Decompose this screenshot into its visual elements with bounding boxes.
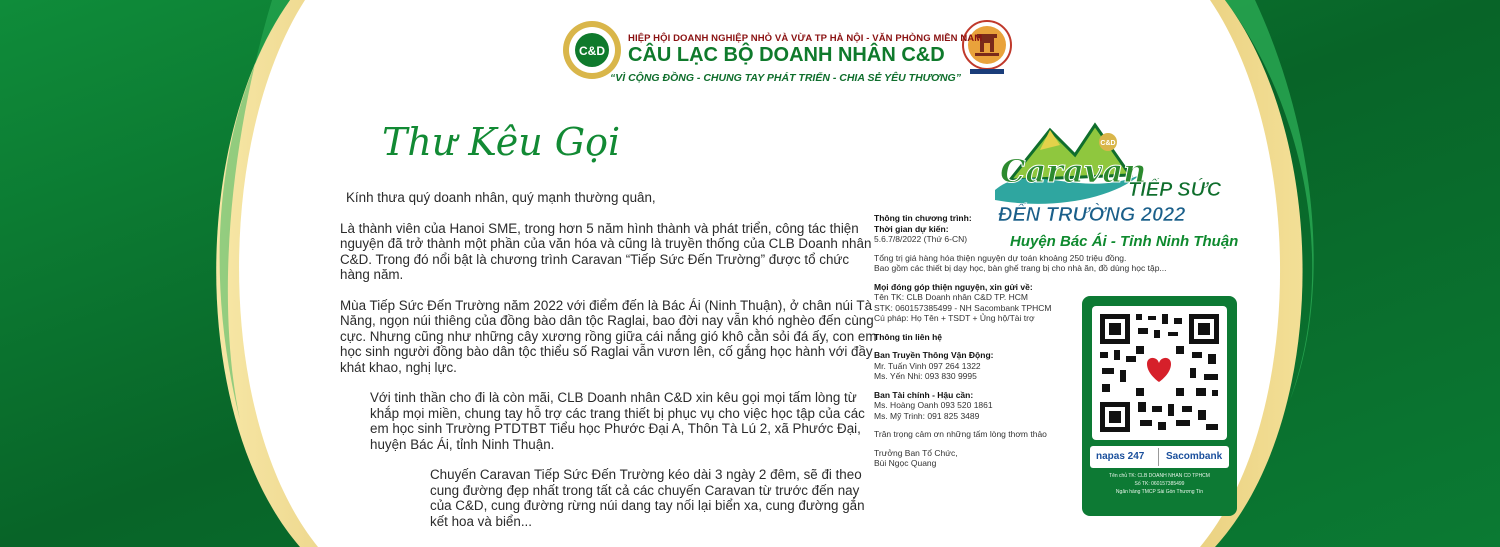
club-name: CÂU LẠC BỘ DOANH NHÂN C&D [628,44,945,66]
signature-title: Trưởng Ban Tổ Chức, [874,447,958,458]
payment-strip [1090,446,1229,468]
finance-contact-2: Ms. Mỹ Trinh: 091 825 3489 [874,410,980,421]
signature-name: Bùi Ngọc Quang [874,458,937,468]
greeting: Kính thưa quý doanh nhân, quý mạnh thường quân, [346,190,656,205]
caravan-badge: C&D [1100,140,1116,147]
account-name: Tên TK: CLB Doanh nhân C&D TP. HCM [874,292,1029,302]
time-value: 5.6.7/8/2022 (Thứ 6-CN) [874,234,968,244]
account-number: STK: 060157385499 - NH Sacombank TPHCM [874,302,1052,313]
budget-line-2: Bao gồm các thiết bị dạy học, bàn ghế trang bị cho nhà ăn, đồ dùng học tập... [874,263,1167,273]
letter-title: Thư Kêu Gọi [382,120,621,164]
program-heading: Thông tin chương trình: [874,213,972,223]
napas-logo: napas 247 [1096,451,1145,462]
caravan-word: Caravan [1000,152,1147,190]
qr-code-icon [1092,306,1227,440]
den-truong: ĐẾN TRƯỜNG 2022 [998,204,1186,226]
donate-heading: Mọi đóng góp thiện nguyện, xin gửi về: [874,281,1033,292]
budget-line-1: Tổng trị giá hàng hóa thiện nguyện dự toán khoảng 250 triệu đồng. [874,252,1127,263]
destination: Huyện Bác Ái - Tỉnh Ninh Thuận [1010,233,1239,250]
tiep-suc: TIẾP SỨC [1128,179,1222,201]
finance-heading: Ban Tài chính - Hậu cần: [874,389,974,400]
heart-icon [1147,358,1171,382]
media-contact-1: Mr. Tuấn Vinh 097 264 1322 [874,360,981,371]
org-line: HIỆP HỘI DOANH NGHIỆP NHỎ VÀ VỪA TP HÀ NỘI - VĂN PHÒNG MIỀN NAM [628,33,983,44]
cd-club-logo [562,20,622,80]
slogan: “VÌ CỘNG ĐỒNG - CHUNG TAY PHÁT TRIỂN - CHIA SẺ YÊU THƯƠNG” [610,72,961,84]
bank-info [1090,472,1229,496]
bank-name: Ngân hàng TMCP Sài Gòn Thương Tín [1115,489,1204,495]
media-contact-2: Ms. Yến Nhi: 093 830 9995 [874,371,977,381]
time-heading: Thời gian dự kiến: [874,223,949,234]
paragraph-4: Chuyến Caravan Tiếp Sức Đến Trường kéo dài 3 ngày 2 đêm, sẽ đi theo cung đường đẹp nhất trong tất cả các chuyến Caravan từ trước đến nay của C&D, cung đường rừng núi dang tay nối lại biển xa, cung đường gắn kết hoa và biển... [430,467,865,529]
media-heading: Ban Truyền Thông Vận Động: [874,350,994,360]
bank-account-name: Tên chủ TK: CLB DOANH NHAN CD TPHCM [1109,473,1210,479]
sacombank-logo: Sacombank [1166,451,1223,462]
divider [1158,448,1159,466]
qr-code-panel[interactable] [1092,306,1227,440]
hanoi-sme-logo [962,20,1012,76]
letter-body [340,190,880,544]
bank-account-number: Số TK: 060157385499 [1134,481,1185,487]
transfer-syntax: Cú pháp: Họ Tên + TSDT + Ủng hộ/Tài trợ [874,313,1035,323]
logo-text: C&D [579,44,605,58]
contact-heading: Thông tin liên hệ [874,331,942,342]
paragraph-1: Là thành viên của Hanoi SME, trong hơn 5 năm hình thành và phát triển, công tác thiện nguyện đã trở thành một phần của văn hóa và cũng là truyền thống của CLB Doanh nhân C&D. Trong đó nổi bật là chương trình Caravan “Tiếp Sức Đến Trường” được tổ chức hàng năm. [340,220,872,282]
thanks-line: Trân trọng cảm ơn những tấm lòng thơm thảo [874,429,1047,439]
paragraph-3: Với tinh thần cho đi là còn mãi, CLB Doanh nhân C&D xin kêu gọi mọi tấm lòng từ khắp mọi miền, chung tay hỗ trợ các trang thiết bị phục vụ cho việc học tập của các em học sinh Trường PTDTBT Tiểu học Phước Đại A, Thôn Tà Lú 2, xã Phước Đại, huyện Bác Ái, tỉnh Ninh Thuận. [370,390,865,452]
finance-contact-1: Ms. Hoàng Oanh 093 520 1861 [874,400,993,410]
paragraph-2: Mùa Tiếp Sức Đến Trường năm 2022 với điểm đến là Bác Ái (Ninh Thuận), ở chân núi Tà Năng, ngọn núi thiêng của đồng bào dân tộc Raglai, bao đời nay vẫn khó nghèo đến cùng cực. Nhưng cũng như những cây xương rồng giữa cái nắng gió khô cằn sỏi đá ấy, con em học sinh người đồng bào dân tộc thiểu số Raglai vẫn vươn lên, cố gắng học hành với đầy khát khao, nghị lực. [340,297,877,375]
